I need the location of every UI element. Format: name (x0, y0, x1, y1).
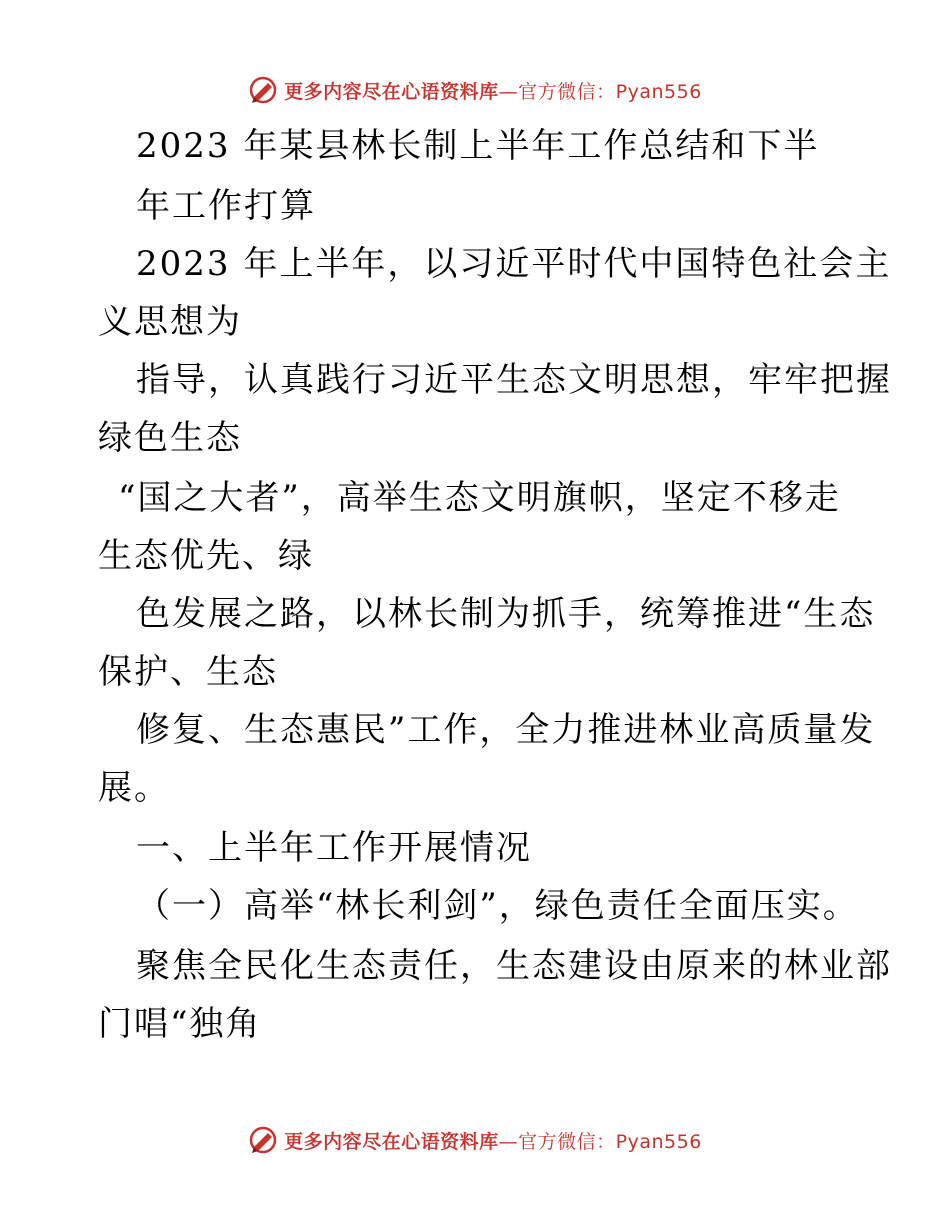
paragraph-line: 展。 (98, 768, 170, 808)
section-heading: 一、上半年工作开展情况 (136, 828, 532, 868)
paragraph-line: “国之大者”，高举生态文明旗帜，坚定不移走 (118, 478, 841, 518)
footer-wechat: —官方微信：Pyan556 (498, 1130, 702, 1153)
doc-title-line-1: 2023 年某县林长制上半年工作总结和下半 (136, 126, 820, 166)
paragraph-line: 绿色生态 (98, 418, 242, 458)
paragraph-line: 门唱“独角 (98, 1004, 262, 1044)
paragraph-line: 生态优先、绿 (98, 536, 314, 576)
paragraph-line: 2023 年上半年，以习近平时代中国特色社会主 (136, 244, 892, 284)
paragraph-line: 色发展之路，以林长制为抓手，统筹推进“生态 (136, 594, 876, 634)
paragraph-line: 义思想为 (98, 302, 242, 342)
paragraph-line: 指导，认真践行习近平生态文明思想，牢牢把握 (136, 360, 892, 400)
subsection-heading: （一）高举“林长利剑”，绿色责任全面压实。 (136, 886, 859, 926)
footer-banner-text (284, 1127, 702, 1154)
paragraph-line: 修复、生态惠民”工作，全力推进林业高质量发 (136, 710, 876, 750)
footer-banner (0, 1120, 950, 1160)
footer-brand: 更多内容尽在心语资料库 (284, 1130, 499, 1153)
paragraph-line: 聚焦全民化生态责任，生态建设由原来的林业部 (136, 946, 892, 986)
paragraph-line: 保护、生态 (98, 652, 278, 692)
pen-logo-icon (248, 1125, 278, 1155)
header-brand: 更多内容尽在心语资料库 (284, 80, 499, 103)
doc-title-line-2: 年工作打算 (136, 186, 316, 226)
header-wechat: —官方微信：Pyan556 (498, 80, 702, 103)
